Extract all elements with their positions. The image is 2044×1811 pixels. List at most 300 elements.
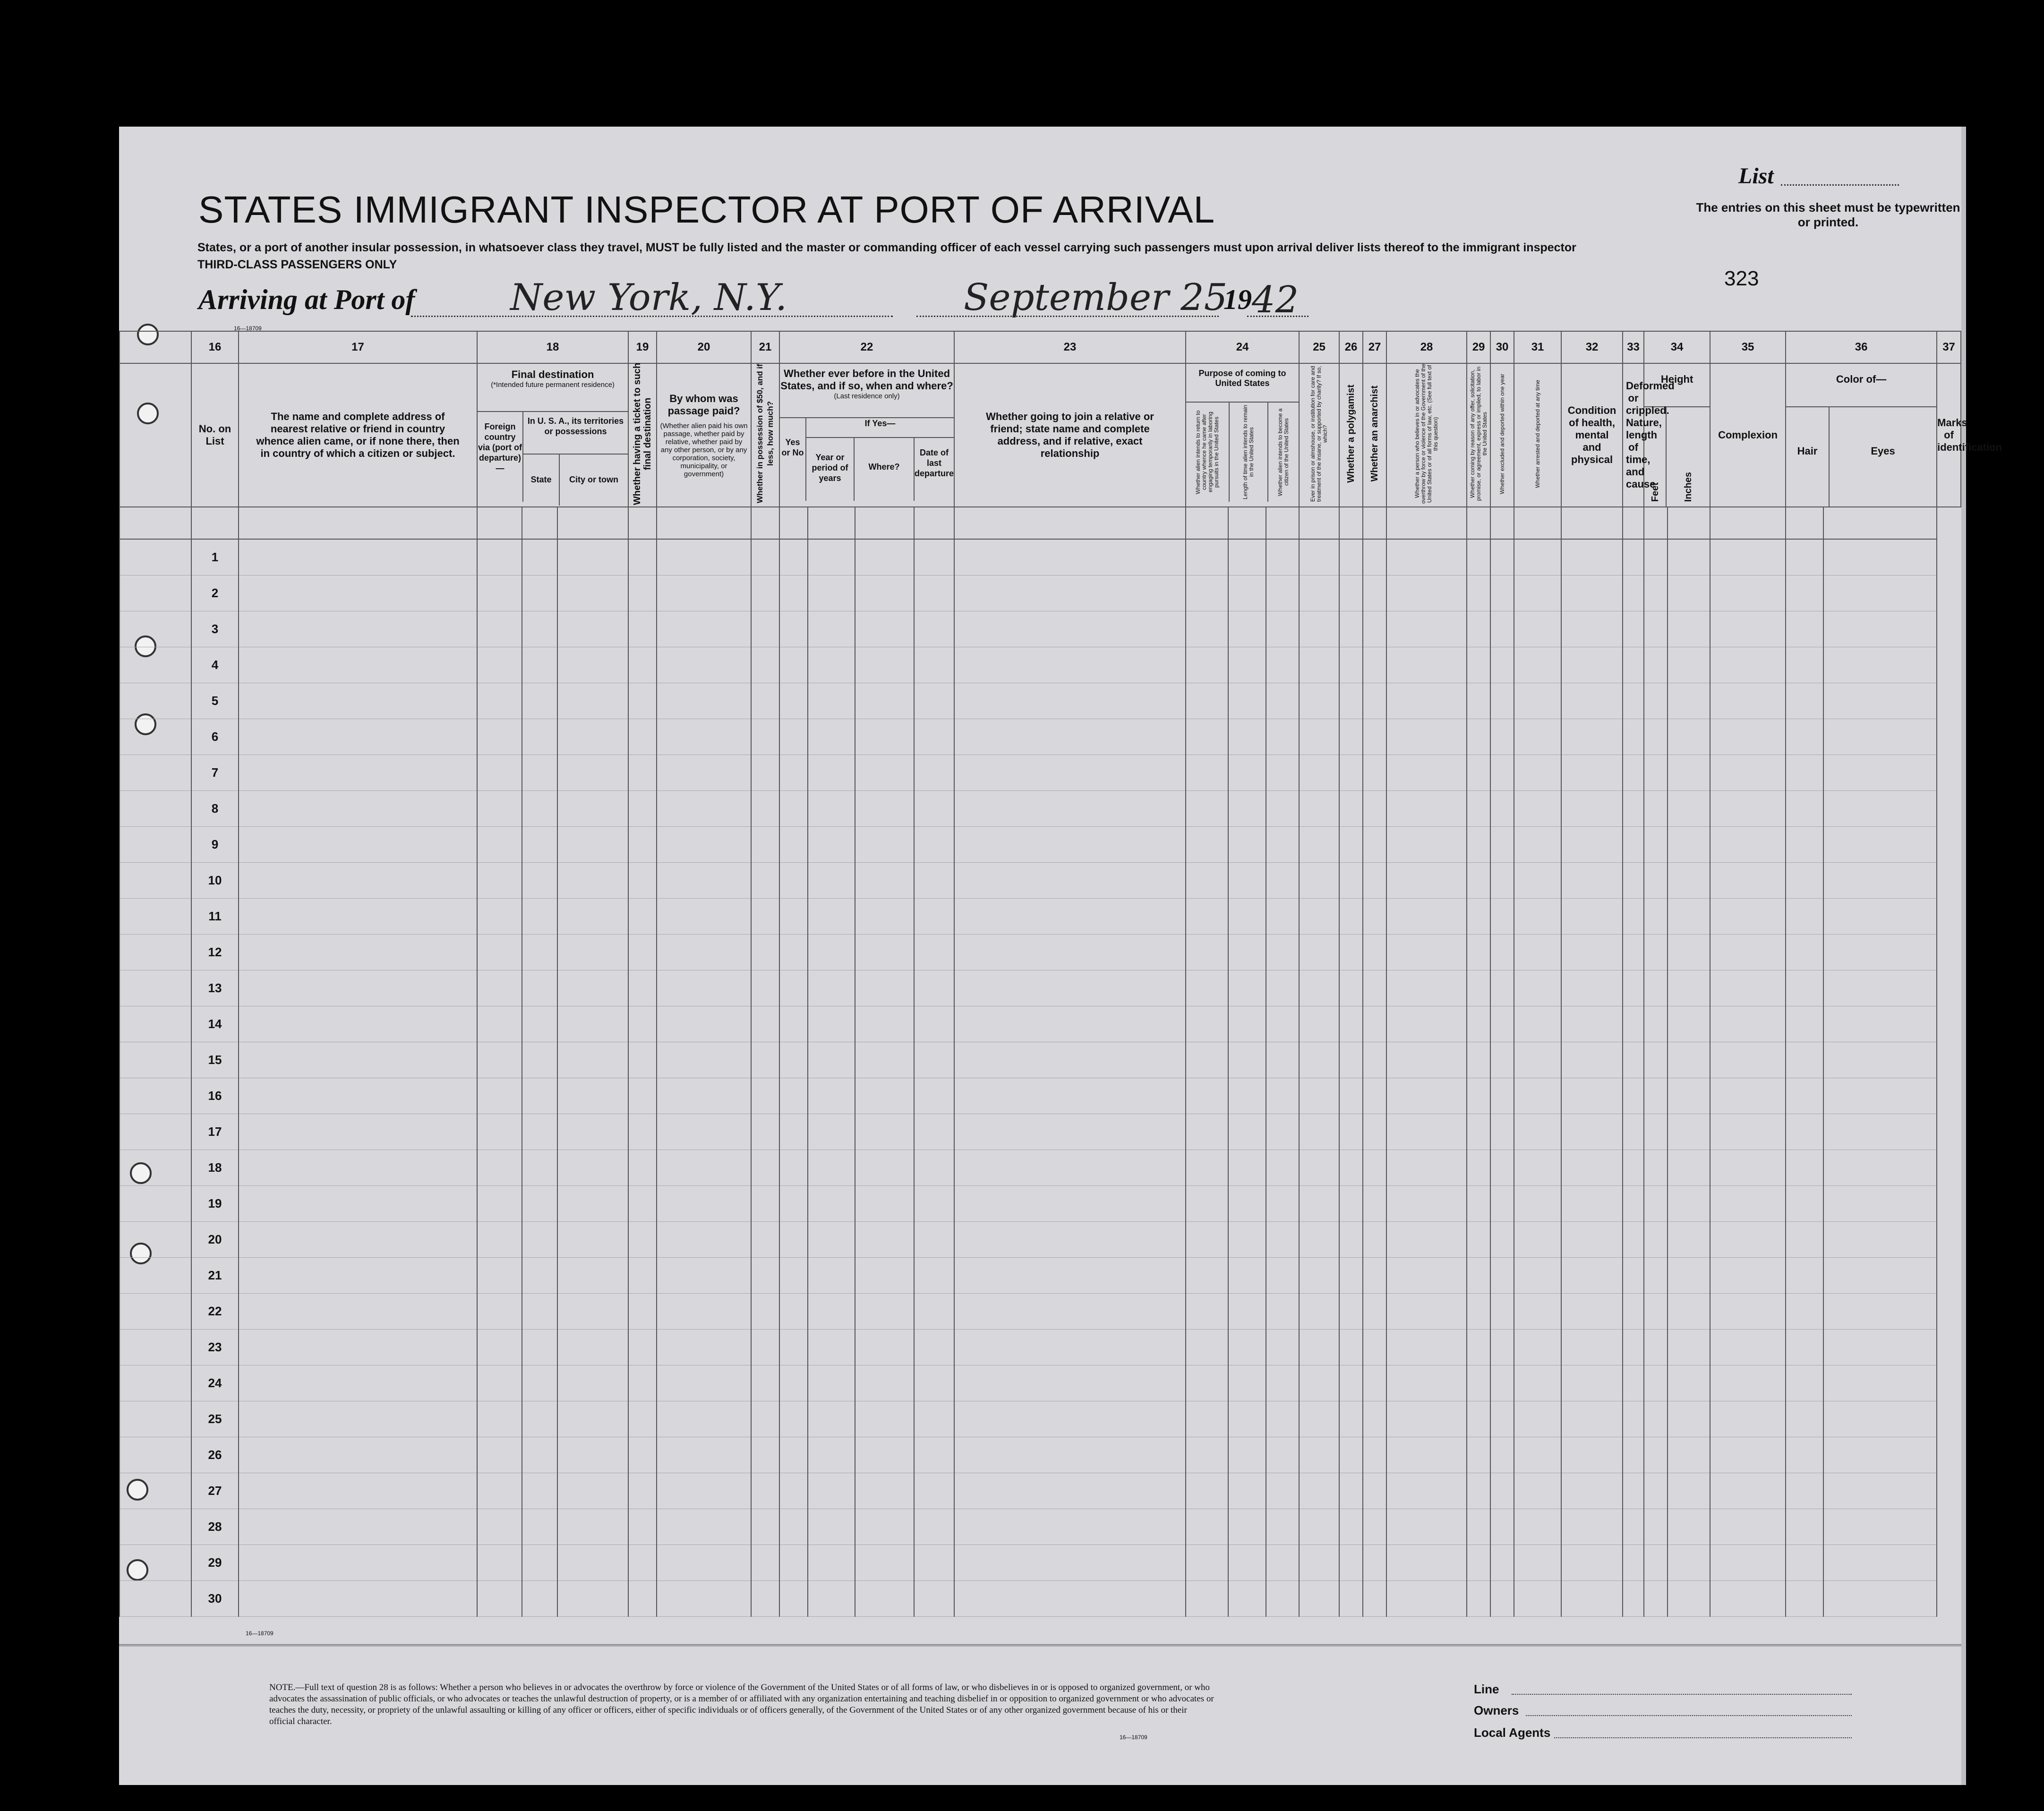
row-cell: [751, 1294, 779, 1330]
row-cell: [657, 1222, 751, 1258]
table-row: [120, 863, 1961, 899]
row-cell: [1514, 1186, 1561, 1222]
row-cell: [1514, 1042, 1561, 1078]
row-cell: [1490, 1294, 1514, 1330]
row-cell: [1644, 827, 1668, 863]
header-join-relative: Whether going to join a relative or friend; state name and complete address, and if relative, exact relationship: [954, 363, 1186, 507]
row-cell: [522, 755, 557, 791]
row-cell: [751, 1545, 779, 1581]
row-cell: [1186, 1258, 1228, 1294]
row-cell: [1710, 1365, 1786, 1401]
row-cell: [1228, 1186, 1266, 1222]
row-cell: [1467, 1330, 1490, 1365]
col-num: 29: [1467, 331, 1490, 363]
row-cell: [1710, 1222, 1786, 1258]
row-cell: [1823, 539, 1937, 575]
row-cell: [522, 611, 557, 647]
row-cell: [1266, 791, 1299, 827]
row-cell: [751, 1222, 779, 1258]
row-cell: [557, 1437, 628, 1473]
row-cell: [628, 1186, 657, 1222]
row-cell: [628, 935, 657, 970]
row-cell: [239, 827, 477, 863]
row-cell: [1228, 719, 1266, 755]
row-cell: [1339, 1006, 1363, 1042]
row-cell: [751, 1042, 779, 1078]
row-cell: [1786, 1581, 1823, 1617]
row-cell: [1786, 1294, 1823, 1330]
row-cell: [855, 1114, 914, 1150]
row-cell: [1668, 1186, 1710, 1222]
row-cell: [1490, 791, 1514, 827]
row-cell: [477, 935, 522, 970]
row-cell: [239, 611, 477, 647]
header-final-destination: Final destination (*Intended future permanent residence) Foreign country via (port of departure)— In U. S. A., its territories or possessions State City or town: [477, 363, 628, 507]
row-cell: [522, 1294, 557, 1330]
row-cell: [1561, 827, 1623, 863]
row-cell: [954, 1437, 1186, 1473]
row-cell: [120, 575, 191, 611]
row-cell: [1710, 1437, 1786, 1473]
row-cell: [628, 1222, 657, 1258]
row-cell: [477, 683, 522, 719]
col-num: 20: [657, 331, 751, 363]
row-cell: [1339, 1222, 1363, 1258]
row-cell: [1786, 1078, 1823, 1114]
table-row: [120, 899, 1961, 935]
row-cell: [1710, 755, 1786, 791]
table-row: [120, 1042, 1961, 1078]
row-cell: [1514, 1365, 1561, 1401]
row-cell: [239, 970, 477, 1006]
row-cell: [522, 791, 557, 827]
row-cell: [1786, 1545, 1823, 1581]
row-cell: [1339, 1509, 1363, 1545]
row-number: 14: [191, 1006, 239, 1042]
row-cell: [914, 863, 954, 899]
row-cell: [1823, 1186, 1937, 1222]
row-cell: [1644, 755, 1668, 791]
row-cell: [1561, 647, 1623, 683]
row-cell: [954, 1294, 1186, 1330]
row-cell: [1514, 899, 1561, 935]
row-cell: [808, 1006, 855, 1042]
row-cell: [954, 970, 1186, 1006]
row-cell: [628, 1401, 657, 1437]
row-cell: [1386, 1258, 1467, 1294]
row-cell: [1386, 1186, 1467, 1222]
row-cell: [1561, 1042, 1623, 1078]
col-num: 24: [1186, 331, 1299, 363]
row-cell: [1668, 791, 1710, 827]
row-cell: [751, 1258, 779, 1294]
row-cell: [808, 1509, 855, 1545]
local-agents-field: [1554, 1737, 1852, 1738]
margin-cell: [120, 331, 191, 363]
row-cell: [1644, 1545, 1668, 1581]
row-cell: [1266, 1186, 1299, 1222]
row-cell: [1823, 575, 1937, 611]
row-cell: [120, 1006, 191, 1042]
row-cell: [1623, 1186, 1644, 1222]
row-cell: [1561, 1114, 1623, 1150]
row-cell: [1490, 575, 1514, 611]
row-cell: [1490, 755, 1514, 791]
row-cell: [628, 1437, 657, 1473]
row-cell: [1668, 935, 1710, 970]
row-cell: [1339, 1365, 1363, 1401]
row-cell: [477, 1509, 522, 1545]
row-cell: [1467, 1401, 1490, 1437]
row-cell: [808, 935, 855, 970]
row-cell: [1490, 827, 1514, 863]
row-number: 7: [191, 755, 239, 791]
row-cell: [628, 1294, 657, 1330]
row-cell: [779, 1437, 808, 1473]
row-cell: [1668, 863, 1710, 899]
row-cell: [1514, 791, 1561, 827]
row-cell: [1644, 863, 1668, 899]
row-number: 28: [191, 1509, 239, 1545]
row-cell: [1823, 1437, 1937, 1473]
row-cell: [1786, 1473, 1823, 1509]
row-cell: [1644, 1150, 1668, 1186]
row-cell: [120, 1473, 191, 1509]
row-number: 3: [191, 611, 239, 647]
row-cell: [1710, 935, 1786, 970]
row-cell: [1490, 1473, 1514, 1509]
row-cell: [1823, 1006, 1937, 1042]
row-cell: [1623, 1150, 1644, 1186]
row-cell: [1339, 863, 1363, 899]
header-color: Color of— Hair Eyes: [1786, 363, 1937, 507]
row-cell: [1786, 899, 1823, 935]
header-labor-offer: Whether coming by reason of any offer, solicitation, promise, or agreement, express or implied, to labor in the United States: [1467, 363, 1490, 507]
row-cell: [954, 899, 1186, 935]
col-num: 30: [1490, 331, 1514, 363]
row-cell: [1561, 1473, 1623, 1509]
row-cell: [657, 1258, 751, 1294]
row-cell: [1186, 755, 1228, 791]
row-cell: [779, 791, 808, 827]
row-cell: [1490, 1365, 1514, 1401]
row-cell: [1490, 935, 1514, 970]
row-cell: [1186, 539, 1228, 575]
row-cell: [1710, 611, 1786, 647]
row-cell: [808, 647, 855, 683]
row-cell: [1561, 755, 1623, 791]
row-cell: [1339, 791, 1363, 827]
row-cell: [1710, 1473, 1786, 1509]
row-cell: [914, 791, 954, 827]
row-cell: [1668, 1114, 1710, 1150]
header-anarchist: Whether an anarchist: [1363, 363, 1386, 507]
row-cell: [1228, 1473, 1266, 1509]
row-cell: [914, 1581, 954, 1617]
row-cell: [1514, 1222, 1561, 1258]
row-cell: [1386, 1078, 1467, 1114]
row-cell: [628, 1150, 657, 1186]
row-cell: [522, 1330, 557, 1365]
row-cell: [477, 1545, 522, 1581]
row-cell: [1266, 1222, 1299, 1258]
row-cell: [1644, 1294, 1668, 1330]
row-cell: [1386, 1401, 1467, 1437]
row-cell: [914, 1222, 954, 1258]
row-cell: [557, 719, 628, 755]
row-cell: [522, 935, 557, 970]
row-cell: [120, 1401, 191, 1437]
row-cell: [1514, 1473, 1561, 1509]
row-cell: [1623, 1006, 1644, 1042]
row-cell: [1623, 899, 1644, 935]
row-cell: [522, 1078, 557, 1114]
row-cell: [1186, 791, 1228, 827]
row-cell: [1386, 1006, 1467, 1042]
row-cell: [1668, 1365, 1710, 1401]
row-cell: [1490, 1509, 1514, 1545]
row-cell: [779, 539, 808, 575]
row-cell: [477, 1294, 522, 1330]
header-height: Height Feet Inches: [1644, 363, 1710, 507]
row-cell: [522, 899, 557, 935]
row-cell: [1823, 1545, 1937, 1581]
owners-field: [1526, 1715, 1852, 1716]
row-cell: [477, 1437, 522, 1473]
row-cell: [477, 719, 522, 755]
row-cell: [1299, 683, 1339, 719]
row-cell: [808, 1545, 855, 1581]
row-cell: [914, 647, 954, 683]
row-cell: [628, 791, 657, 827]
row-cell: [1561, 1509, 1623, 1545]
row-cell: [1186, 1114, 1228, 1150]
row-cell: [1644, 611, 1668, 647]
row-cell: [1514, 1114, 1561, 1150]
col-num: 37: [1937, 331, 1961, 363]
row-cell: [914, 1186, 954, 1222]
row-cell: [1490, 683, 1514, 719]
row-cell: [1710, 970, 1786, 1006]
row-cell: [120, 827, 191, 863]
header-polygamist: Whether a polygamist: [1339, 363, 1363, 507]
row-cell: [1514, 1401, 1561, 1437]
row-cell: [557, 1222, 628, 1258]
row-cell: [855, 683, 914, 719]
row-cell: [1467, 863, 1490, 899]
table-row: [120, 539, 1961, 575]
row-cell: [657, 935, 751, 970]
row-cell: [1668, 1294, 1710, 1330]
row-cell: [120, 1581, 191, 1617]
header-question-28: Whether a person who believes in or advocates the overthrow by force or violence of the Government of the United States or of all forms of law, etc. (See full text of this question): [1386, 363, 1467, 507]
row-cell: [1561, 539, 1623, 575]
row-cell: [1266, 1581, 1299, 1617]
row-cell: [1561, 1545, 1623, 1581]
row-cell: [1386, 970, 1467, 1006]
row-cell: [1710, 575, 1786, 611]
row-cell: [914, 1401, 954, 1437]
col-num: 23: [954, 331, 1186, 363]
row-cell: [808, 1473, 855, 1509]
row-cell: [1299, 755, 1339, 791]
col-num: 17: [239, 331, 477, 363]
row-cell: [1710, 1042, 1786, 1078]
row-cell: [1490, 1581, 1514, 1617]
row-cell: [1710, 791, 1786, 827]
row-cell: [1823, 935, 1937, 970]
row-cell: [628, 575, 657, 611]
row-cell: [1467, 1042, 1490, 1078]
row-cell: [1823, 719, 1937, 755]
col-num: 36: [1786, 331, 1937, 363]
row-cell: [1786, 611, 1823, 647]
row-cell: [628, 1473, 657, 1509]
row-cell: [855, 1258, 914, 1294]
row-cell: [1228, 1330, 1266, 1365]
local-agents-label: Local Agents: [1474, 1725, 1551, 1740]
row-cell: [914, 539, 954, 575]
col-num: 28: [1386, 331, 1467, 363]
row-cell: [808, 755, 855, 791]
row-cell: [1823, 1222, 1937, 1258]
row-cell: [1186, 1042, 1228, 1078]
row-cell: [1339, 1330, 1363, 1365]
row-cell: [1710, 1581, 1786, 1617]
row-cell: [477, 575, 522, 611]
table-row: [120, 755, 1961, 791]
year-handwritten: 42: [1252, 279, 1299, 321]
row-cell: [914, 1545, 954, 1581]
row-cell: [914, 935, 954, 970]
row-cell: [522, 539, 557, 575]
row-cell: [1514, 970, 1561, 1006]
list-line: [1781, 184, 1899, 186]
row-cell: [557, 755, 628, 791]
row-cell: [1339, 719, 1363, 755]
row-cell: [1823, 1042, 1937, 1078]
table-row: [120, 1078, 1961, 1114]
table-row: [120, 1186, 1961, 1222]
margin-cell: [120, 363, 191, 507]
row-cell: [1467, 647, 1490, 683]
row-number: 6: [191, 719, 239, 755]
row-number: 9: [191, 827, 239, 863]
row-cell: [855, 1473, 914, 1509]
row-cell: [522, 719, 557, 755]
row-cell: [1668, 683, 1710, 719]
row-cell: [954, 683, 1186, 719]
row-cell: [855, 1581, 914, 1617]
form-number: 16—18709: [234, 325, 262, 332]
row-cell: [557, 1114, 628, 1150]
row-cell: [1823, 1401, 1937, 1437]
row-cell: [522, 1222, 557, 1258]
row-cell: [954, 863, 1186, 899]
row-cell: [779, 1042, 808, 1078]
row-cell: [1668, 539, 1710, 575]
row-cell: [1644, 683, 1668, 719]
row-cell: [954, 1330, 1186, 1365]
column-number-row: [120, 331, 1961, 363]
owners-label: Owners: [1474, 1703, 1519, 1717]
row-cell: [628, 683, 657, 719]
row-cell: [914, 899, 954, 935]
row-cell: [1623, 575, 1644, 611]
row-cell: [751, 827, 779, 863]
arriving-label: Arriving at Port of: [198, 284, 415, 315]
row-cell: [628, 1365, 657, 1401]
row-cell: [779, 755, 808, 791]
row-cell: [808, 683, 855, 719]
row-cell: [1467, 1294, 1490, 1330]
row-cell: [1823, 647, 1937, 683]
row-cell: [1386, 935, 1467, 970]
row-cell: [1786, 683, 1823, 719]
row-cell: [120, 1114, 191, 1150]
row-cell: [120, 1186, 191, 1222]
row-cell: [628, 1581, 657, 1617]
row-cell: [1710, 1114, 1786, 1150]
row-cell: [1514, 935, 1561, 970]
row-cell: [477, 1258, 522, 1294]
row-cell: [779, 1006, 808, 1042]
table-row: [120, 970, 1961, 1006]
row-cell: [1363, 539, 1386, 575]
row-cell: [855, 1006, 914, 1042]
row-cell: [1561, 1150, 1623, 1186]
row-cell: [1339, 1401, 1363, 1437]
row-cell: [657, 539, 751, 575]
row-cell: [855, 1078, 914, 1114]
row-cell: [628, 827, 657, 863]
row-cell: [855, 791, 914, 827]
row-cell: [1386, 719, 1467, 755]
row-cell: [1467, 1006, 1490, 1042]
row-cell: [914, 755, 954, 791]
row-cell: [1490, 1330, 1514, 1365]
page-title: STATES IMMIGRANT INSPECTOR AT PORT OF ARRIVAL: [198, 189, 1215, 231]
row-cell: [1467, 1258, 1490, 1294]
row-cell: [779, 1150, 808, 1186]
row-cell: [808, 1365, 855, 1401]
row-cell: [1623, 1078, 1644, 1114]
row-cell: [1710, 863, 1786, 899]
header-purpose: Purpose of coming to United States Whether alien intends to return to country whence he came after engaging temporarily in laboring pursuits in the United States Length of time alien intends to remain in the United States Whether alien intends to become a citizen of the United States: [1186, 363, 1299, 507]
row-cell: [1386, 791, 1467, 827]
table-row: [120, 575, 1961, 611]
row-cell: [1623, 1114, 1644, 1150]
row-cell: [1490, 1437, 1514, 1473]
row-cell: [855, 611, 914, 647]
row-cell: [751, 1006, 779, 1042]
row-cell: [657, 1509, 751, 1545]
row-cell: [1386, 1330, 1467, 1365]
row-cell: [477, 899, 522, 935]
row-cell: [1228, 1581, 1266, 1617]
row-cell: [1363, 1114, 1386, 1150]
row-cell: [657, 791, 751, 827]
row-cell: [1467, 1186, 1490, 1222]
header-fifty-dollars: Whether in possession of $50, and if less, how much?: [751, 363, 779, 507]
row-cell: [855, 1042, 914, 1078]
row-cell: [1514, 863, 1561, 899]
row-cell: [1299, 1509, 1339, 1545]
row-cell: [1299, 1365, 1339, 1401]
row-cell: [1514, 539, 1561, 575]
row-cell: [1266, 1509, 1299, 1545]
row-number: 19: [191, 1186, 239, 1222]
